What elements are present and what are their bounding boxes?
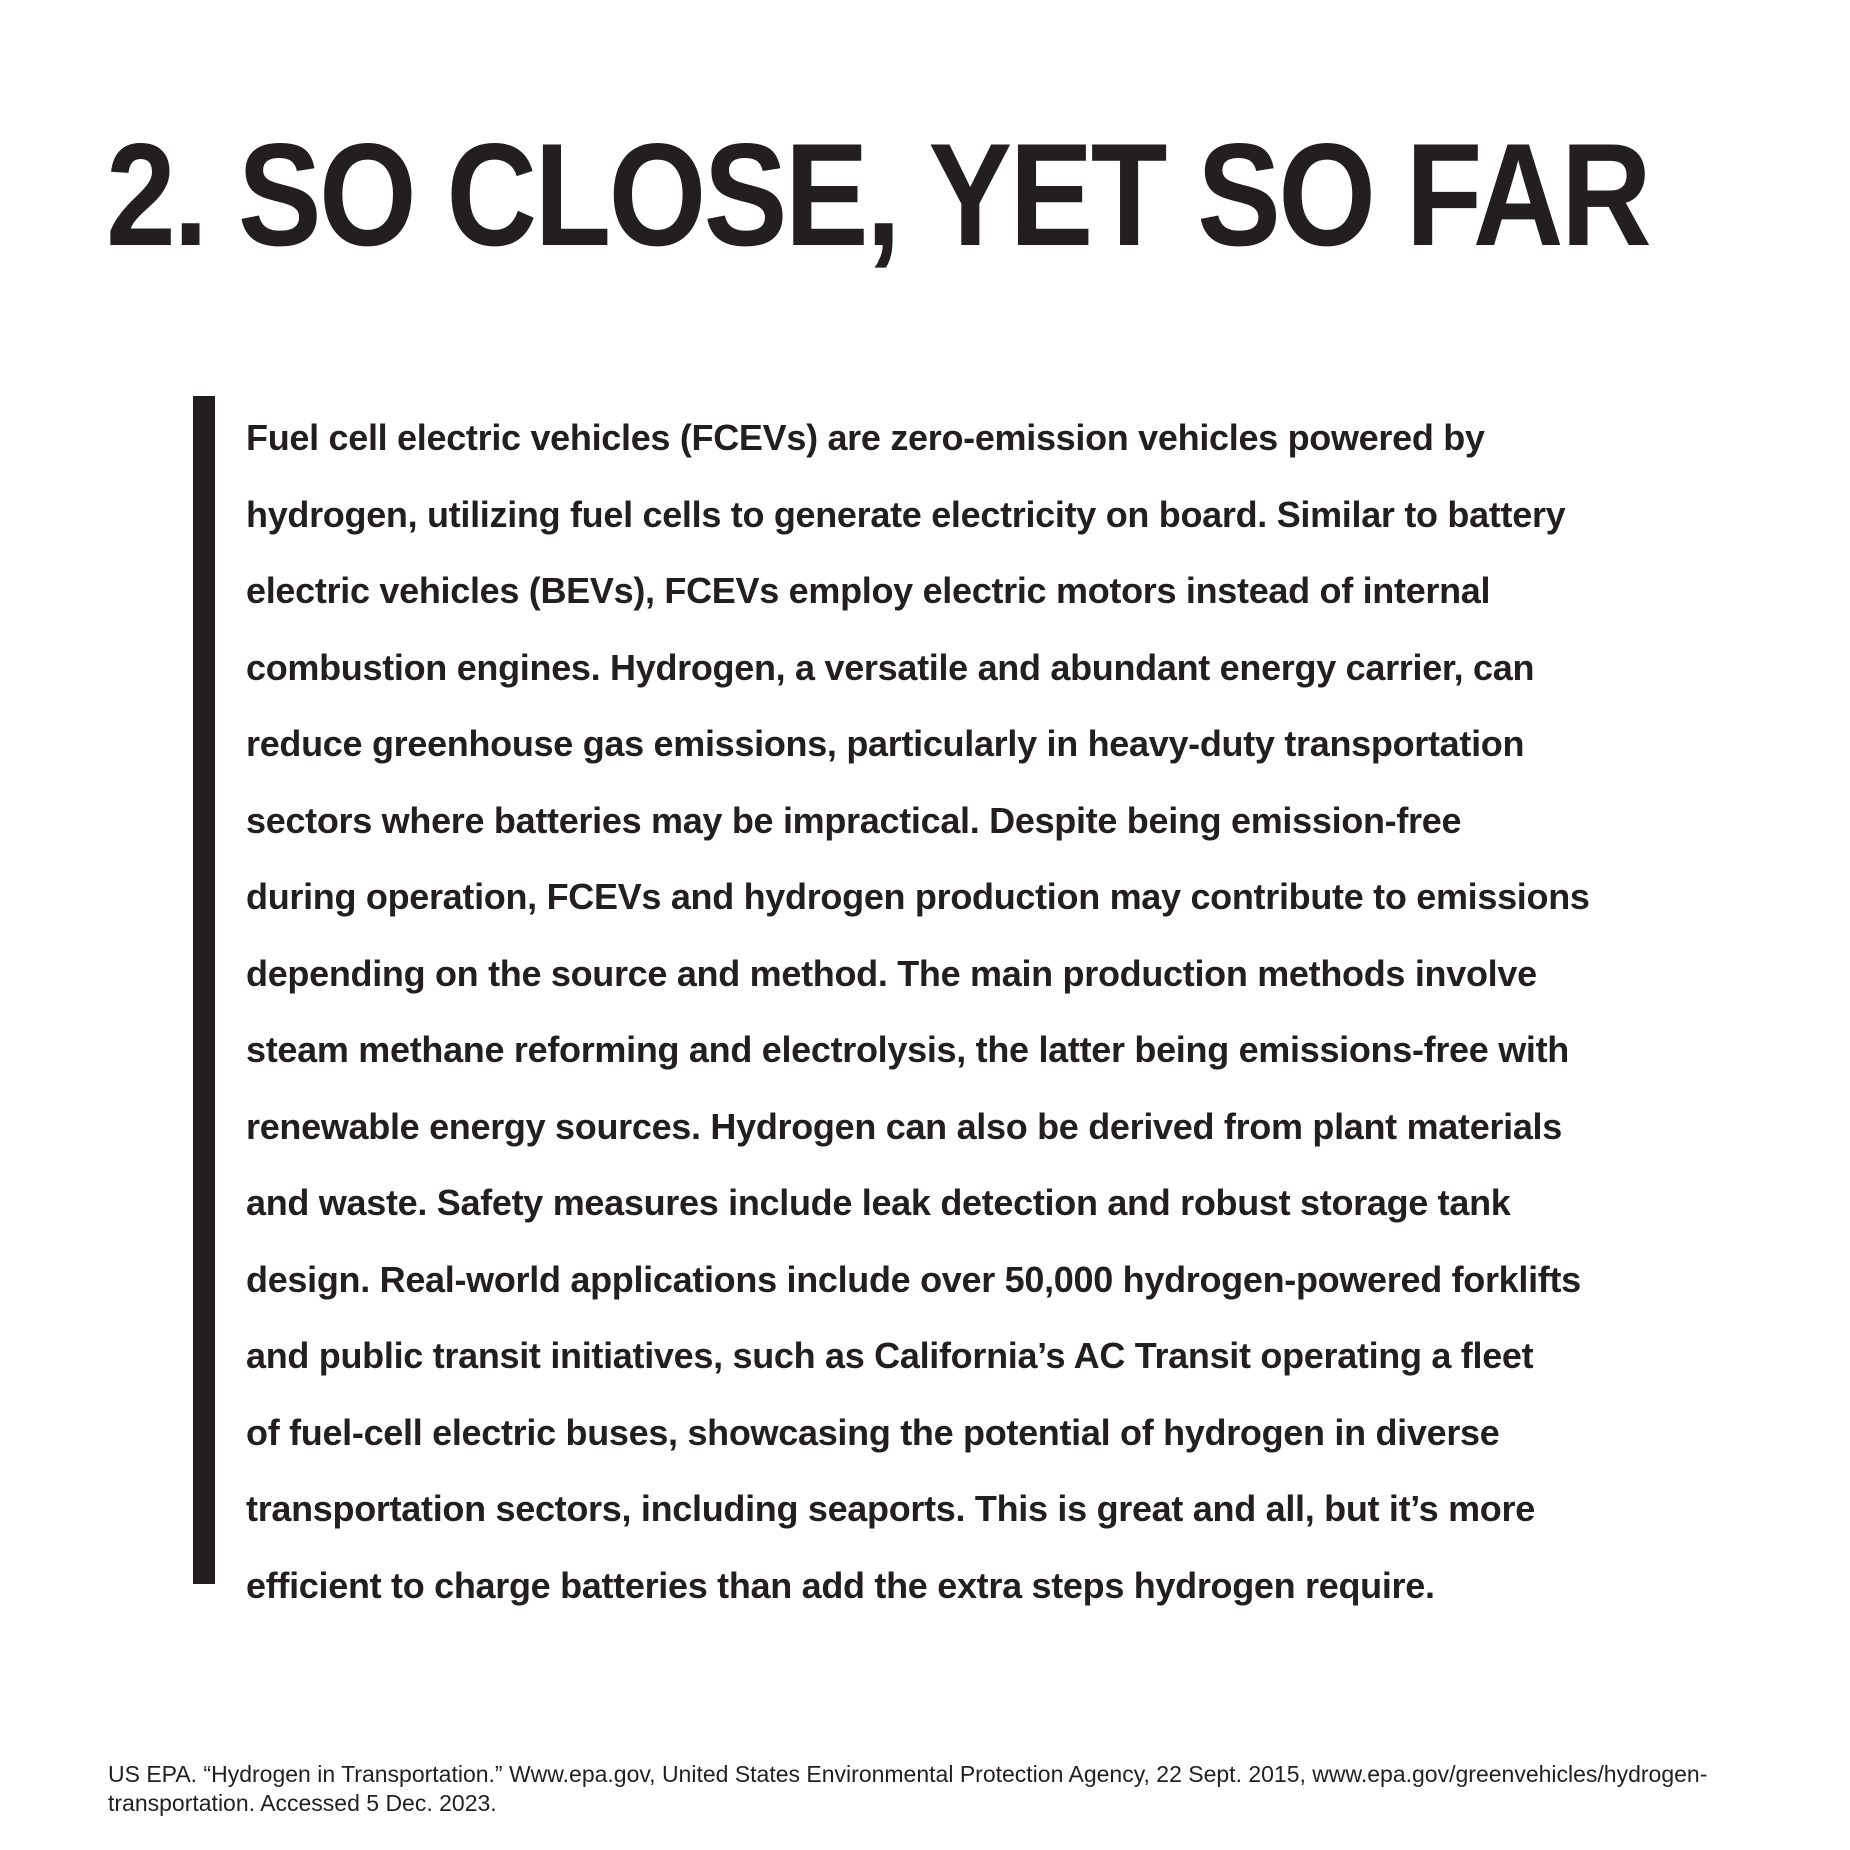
body-line: of fuel-cell electric buses, showcasing the potential of hydrogen in diverse xyxy=(246,1411,1500,1453)
body-paragraph xyxy=(246,400,1666,1624)
body-line: transportation sectors, including seaports. This is great and all, but it’s more xyxy=(246,1488,1535,1529)
body-line: efficient to charge batteries than add the extra steps hydrogen require. xyxy=(246,1564,1435,1606)
body-line: and waste. Safety measures include leak detection and robust storage tank xyxy=(246,1182,1511,1223)
citation-line: US EPA. “Hydrogen in Transportation.” Www.epa.gov, United States Environmental Protection Agency, 22 Sept. 2015, www.epa.gov/greenvehicles/hydrogen- xyxy=(108,1761,1708,1787)
body-line: steam methane reforming and electrolysis, the latter being emissions-free with xyxy=(246,1029,1569,1070)
citation-line: transportation. Accessed 5 Dec. 2023. xyxy=(108,1790,497,1816)
quote-bar xyxy=(193,396,215,1584)
body-line: combustion engines. Hydrogen, a versatile and abundant energy carrier, can xyxy=(246,646,1535,688)
body-line: and public transit initiatives, such as California’s AC Transit operating a fleet xyxy=(246,1335,1534,1376)
body-line: hydrogen, utilizing fuel cells to generate electricity on board. Similar to battery xyxy=(246,493,1566,535)
body-line: Fuel cell electric vehicles (FCEVs) are zero-emission vehicles powered by xyxy=(246,417,1485,458)
body-line: during operation, FCEVs and hydrogen production may contribute to emissions xyxy=(246,876,1590,917)
body-line: design. Real-world applications include over 50,000 hydrogen-powered forklifts xyxy=(246,1258,1581,1300)
body-line: renewable energy sources. Hydrogen can also be derived from plant materials xyxy=(246,1105,1562,1147)
body-line: reduce greenhouse gas emissions, particularly in heavy-duty transportation xyxy=(246,723,1525,764)
citation xyxy=(108,1760,1748,1818)
body-line: sectors where batteries may be impractical. Despite being emission-free xyxy=(246,799,1462,841)
body-line: depending on the source and method. The main production methods involve xyxy=(246,952,1537,994)
body-line: electric vehicles (BEVs), FCEVs employ electric motors instead of internal xyxy=(246,570,1491,611)
page-title: 2. SO CLOSE, YET SO FAR xyxy=(106,113,1650,276)
